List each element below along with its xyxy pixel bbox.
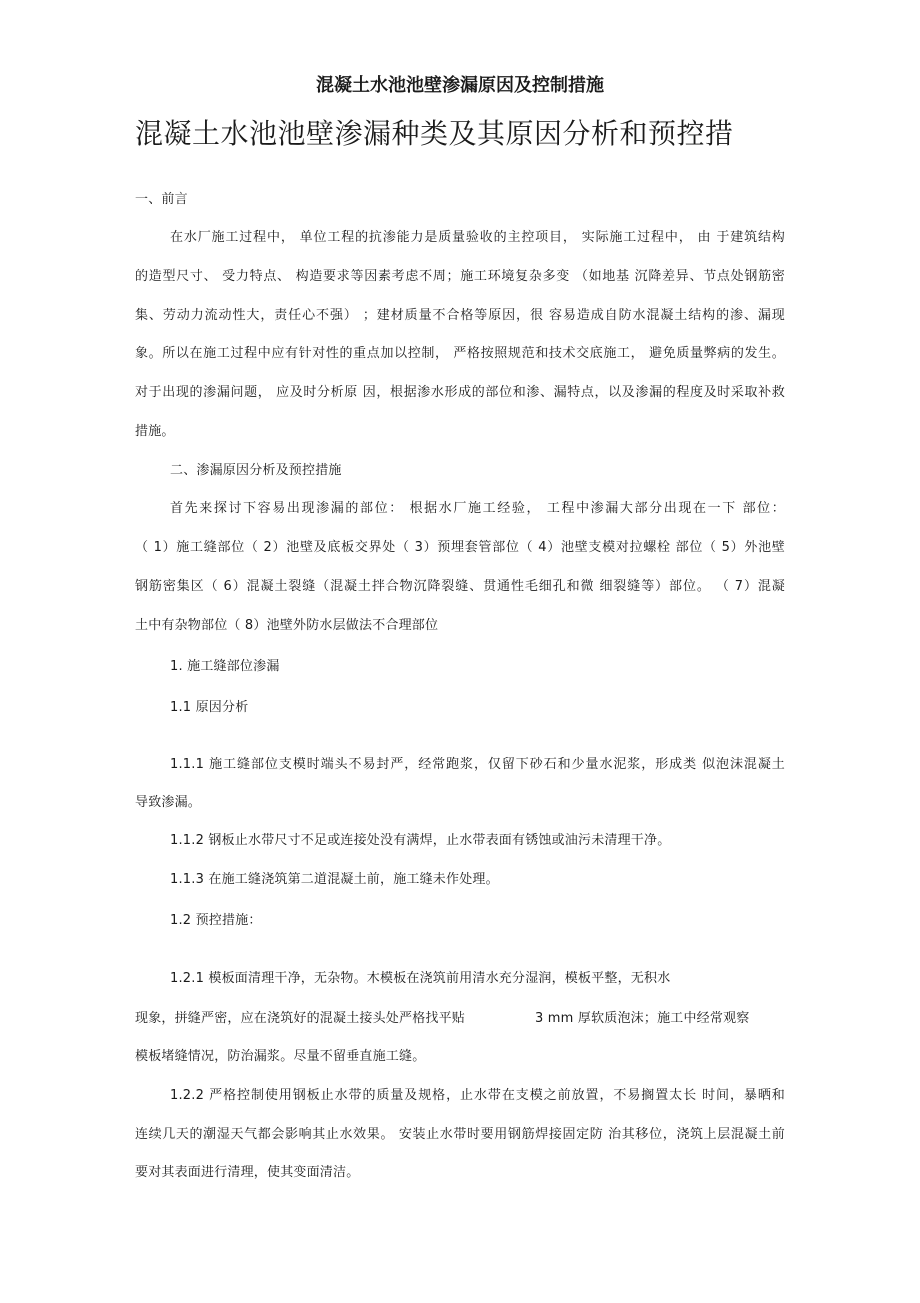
subsection-heading-1-1: 1.1 原因分析 [170, 700, 249, 715]
intro-line: 措施。 [135, 424, 175, 439]
item-1-1-1-line: 1.1.1 施工缝部位支模时端头不易封严，经常跑浆，仅留下砂石和少量水泥浆，形成类 似泡沫混凝土 [170, 757, 785, 772]
item-1-1-3: 1.1.3 在施工缝浇筑第二道混凝土前，施工缝未作处理。 [170, 872, 499, 887]
locations-line: 钢筋密集区（ 6）混凝土裂缝（混凝土拌合物沉降裂缝、贯通性毛细孔和微 细裂缝等）部位。 （ 7）混凝 [135, 579, 785, 594]
section-heading-preface: 一、前言 [135, 192, 188, 207]
item-1-2-2-line: 连续几天的潮湿天气都会影响其止水效果。 安装止水带时要用钢筋焊接固定防 治其移位，浇筑上层混凝土前 [135, 1127, 785, 1142]
intro-line: 象。所以在施工过程中应有针对性的重点加以控制， 严格按照规范和技术交底施工， 避免质量弊病的发生。 [135, 346, 785, 361]
item-1-2-2-line: 1.2.2 严格控制使用钢板止水带的质量及规格，止水带在支模之前放置，不易搁置太长 时间，暴晒和 [170, 1088, 785, 1103]
item-1-2-1-line: 现象，拼缝严密，应在浇筑好的混凝土接头处严格找平贴 [135, 1011, 466, 1026]
item-1-2-2-line: 要对其表面进行清理，使其变面清洁。 [135, 1165, 360, 1180]
item-1-2-1-line: 1.2.1 模板面清理干净，无杂物。木模板在浇筑前用清水充分湿润，模板平整，无积水 [170, 971, 671, 986]
document-title: 混凝土水池池壁渗漏原因及控制措施 [316, 75, 604, 96]
section-heading-analysis: 二、渗漏原因分析及预控措施 [170, 463, 342, 478]
intro-line: 对于出现的渗漏问题， 应及时分析原 因，根据渗水形成的部位和渗、漏特点，以及渗漏的程度及时采取补救 [135, 385, 785, 400]
intro-line: 集、劳动力流动性大，责任心不强） ；建材质量不合格等原因，很 容易造成自防水混凝土结构的渗、漏现 [135, 308, 785, 323]
item-1-2-1-line: 模板堵缝情况，防治漏浆。尽量不留垂直施工缝。 [135, 1049, 426, 1064]
locations-line: 首先来探讨下容易出现渗漏的部位： 根据水厂施工经验， 工程中渗漏大部分出现在一下 部位： [170, 501, 785, 516]
subsection-heading-1-2: 1.2 预控措施： [170, 913, 262, 928]
locations-line: 土中有杂物部位（ 8）池壁外防水层做法不合理部位 [135, 618, 439, 633]
intro-line: 在水厂施工过程中， 单位工程的抗渗能力是质量验收的主控项目， 实际施工过程中， 由 于建筑结构 [170, 230, 785, 245]
item-1-1-2: 1.1.2 钢板止水带尺寸不足或连接处没有满焊，止水带表面有锈蚀或油污未清理干净。 [170, 833, 671, 848]
intro-line: 的造型尺寸、 受力特点、 构造要求等因素考虑不周；施工环境复杂多变 （如地基 沉降差异、节点处钢筋密 [135, 269, 785, 284]
document-subtitle: 混凝土水池池壁渗漏种类及其原因分析和预控措 [135, 117, 734, 150]
locations-line: （ 1）施工缝部位（ 2）池壁及底板交界处（ 3）预埋套管部位（ 4）池壁支模对拉螺栓 部位（ 5）外池壁 [135, 540, 785, 555]
item-1-2-1-line: 3 mm 厚软质泡沫；施工中经常观察 [535, 1011, 750, 1026]
subsection-heading-1: 1. 施工缝部位渗漏 [170, 659, 280, 674]
item-1-1-1-line: 导致渗漏。 [135, 795, 202, 810]
